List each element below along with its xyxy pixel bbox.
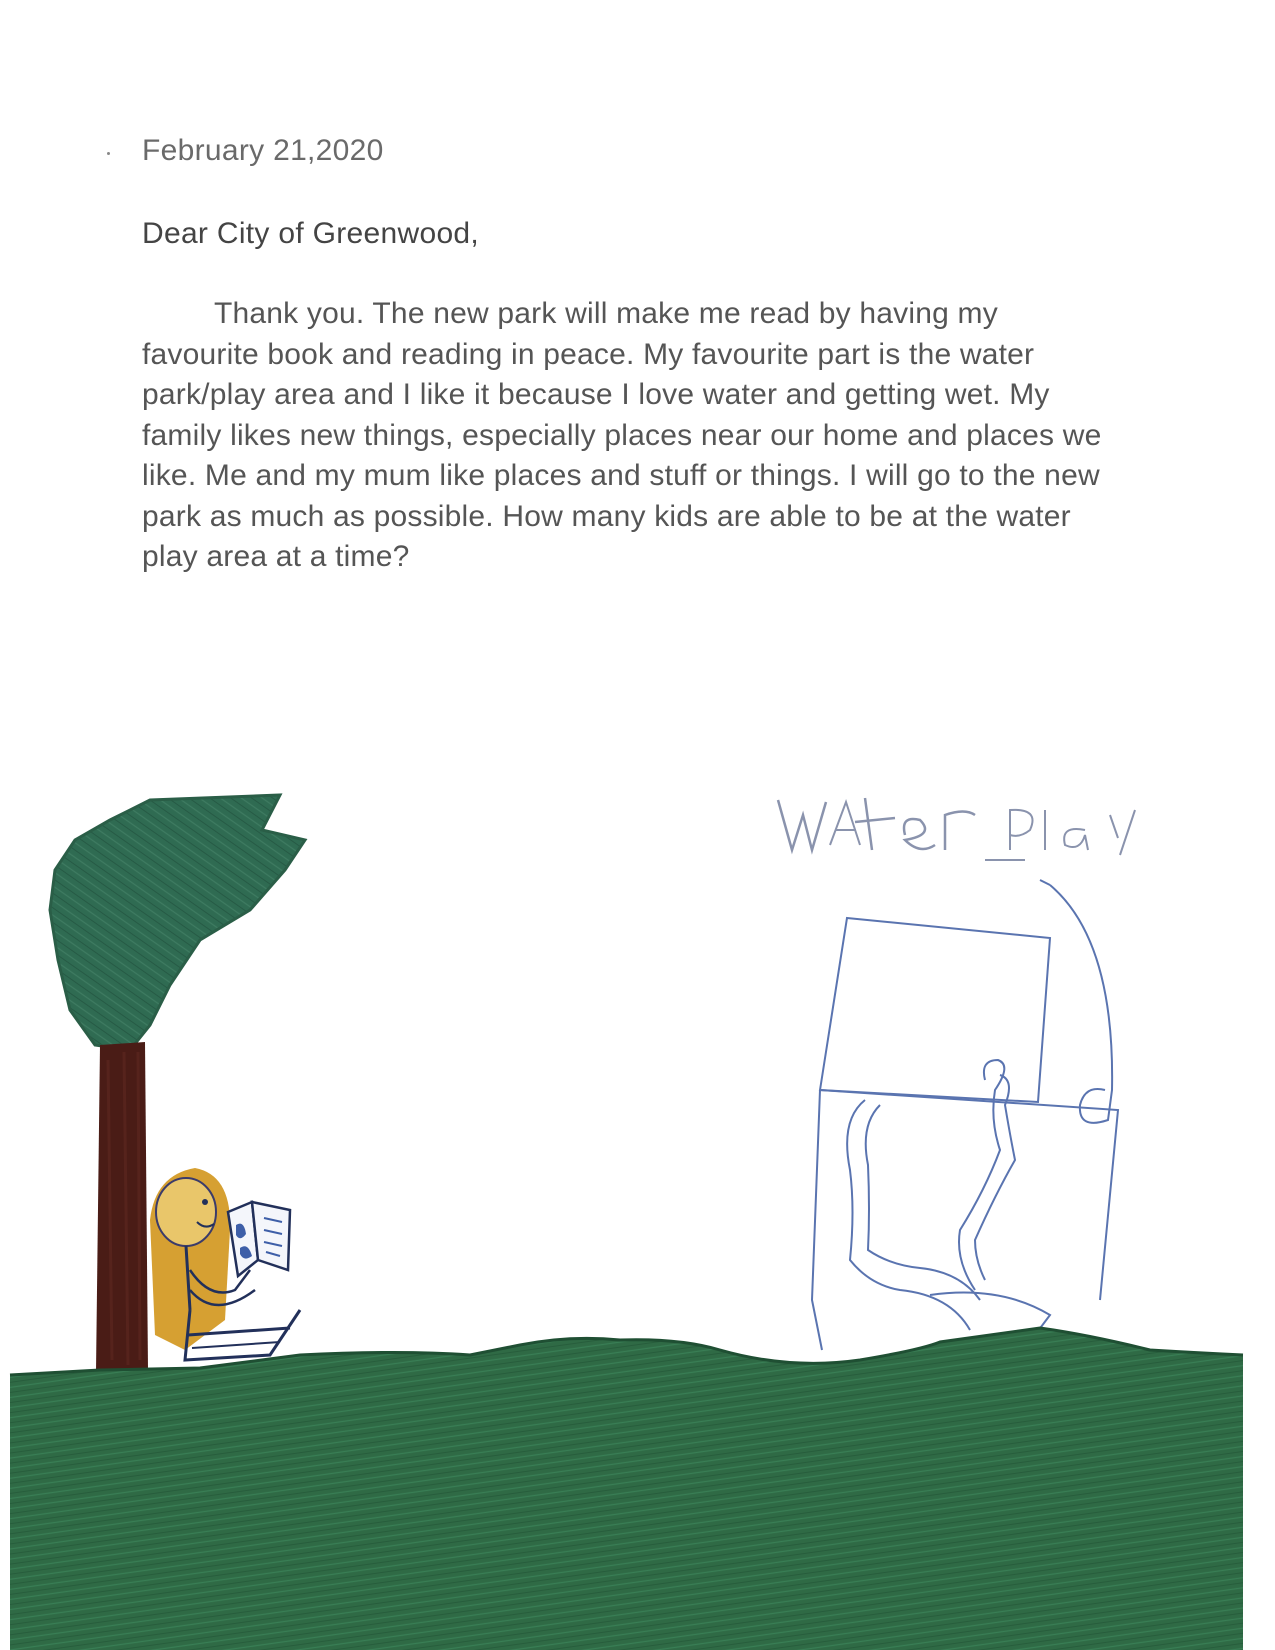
handwritten-label-water-play <box>778 798 1135 860</box>
child-drawing <box>0 790 1275 1650</box>
book-icon <box>228 1202 290 1276</box>
letter-body: Thank you. The new park will make me read by having my favourite book and reading in peace. My favourite part is the water park/play area and I like it because I love water and getting wet. My family likes new things, especially places near our home and places we like. Me and my mum like places and stuff or things. I will go to the new park as much as possible. How many kids are able to be at the water play area at a time? <box>142 297 1102 573</box>
scan-speck <box>107 152 110 155</box>
girl-reading-figure <box>150 1168 300 1360</box>
drawing-canvas <box>0 790 1275 1650</box>
tree-canopy <box>50 795 305 1050</box>
water-play-structure <box>812 880 1118 1350</box>
grass-ground <box>10 1328 1243 1650</box>
letter-date: February 21,2020 <box>142 134 384 167</box>
letter <box>0 0 1275 700</box>
tree-trunk <box>96 1042 148 1372</box>
letter-greeting: Dear City of Greenwood, <box>142 217 480 250</box>
